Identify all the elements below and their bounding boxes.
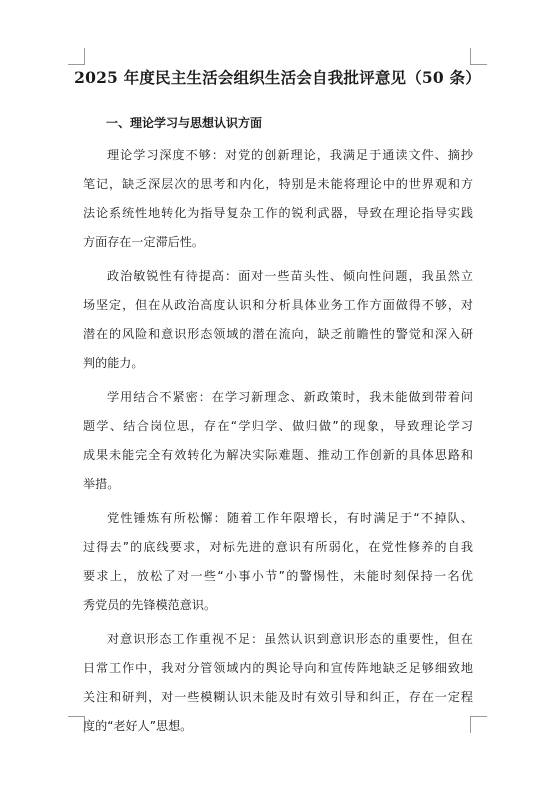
crop-mark-top-left [68,48,85,65]
crop-mark-top-right [470,48,487,65]
text-line: 潜在的风险和意识形态领域的潜在流向，缺乏前瞻性的警觉和深入研 [83,327,473,341]
text-line: 秀党员的先锋模范意识。 [83,598,217,612]
text-line: 笔记，缺乏深层次的思考和内化，特别是未能将理论中的世界观和方 [83,177,473,191]
text-line: 政治敏锐性有待提高：面对一些苗头性、倾向性问题，我虽然立 [107,269,473,283]
text-line: 学用结合不紧密：在学习新理念、新政策时，我未能做到带着问 [107,390,473,404]
text-line: 举措。 [83,477,120,491]
text-line: 日常工作中，我对分管领域内的舆论导向和宣传阵地缺乏足够细致地 [83,661,473,675]
body-text [83,141,473,746]
text-line: 场坚定，但在从政治高度认识和分析具体业务工作方面做得不够，对 [83,298,473,312]
paragraph [83,262,473,378]
text-line: 法论系统性地转化为指导复杂工作的锐利武器，导致在理论指导实践 [83,206,473,220]
text-line: 过得去”的底线要求，对标先进的意识有所弱化，在党性修养的自我 [83,540,473,554]
text-line: 题学、结合岗位思，存在“学归学、做归做”的现象，导致理论学习 [83,419,473,433]
text-line: 理论学习深度不够：对党的创新理论，我满足于通读文件、摘抄 [107,148,473,162]
document-title: 2025 年度民主生活会组织生活会自我批评意见（50 条） [74,68,481,87]
paragraph [83,141,473,257]
text-line: 方面存在一定滞后性。 [83,235,204,249]
text-line: 判的能力。 [83,356,144,370]
text-line: 度的“老好人”思想。 [83,719,193,733]
section-heading: 一、理论学习与思想认识方面 [106,116,263,130]
paragraph [83,625,473,741]
text-line: 关注和研判，对一些模糊认识未能及时有效引导和纠正，存在一定程 [83,690,473,704]
text-line: 对意识形态工作重视不足：虽然认识到意识形态的重要性，但在 [107,632,473,646]
paragraph [83,383,473,499]
text-line: 党性锤炼有所松懈：随着工作年限增长，有时满足于“不掉队、 [107,511,473,525]
paragraph [83,504,473,620]
text-line: 成果未能完全有效转化为解决实际难题、推动工作创新的具体思路和 [83,448,473,462]
text-line: 要求上，放松了对一些“小事小节”的警惕性，未能时刻保持一名优 [83,569,473,583]
